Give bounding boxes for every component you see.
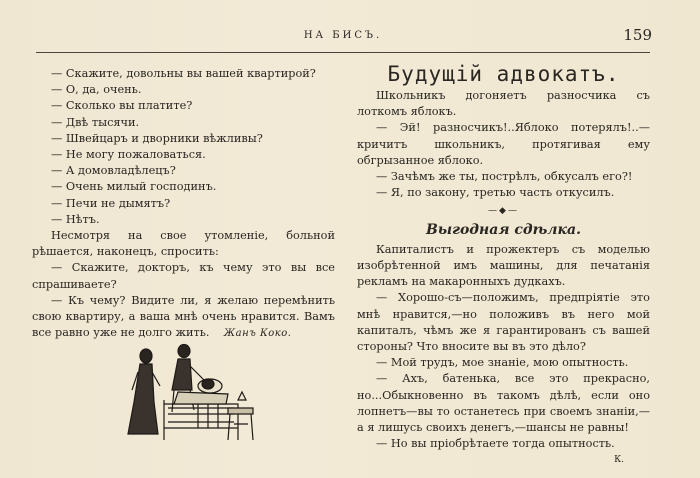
dialogue-line: — А домовладѣлецъ? — [51, 164, 176, 178]
running-title: НА БИСЪ. — [303, 30, 383, 41]
narration: Несмотря на свое утомленіе, больной рѣшается, наконецъ, спросить: — [32, 229, 335, 259]
story-paragraph: — Ахъ, батенька, все это прекрасно, но...Обыкновенно въ такомъ дѣлѣ, если оно лопнетъ—вы то останетесь при своемъ знаніи,—а я лишусь своихъ денегъ,—шансы не равны! — [357, 372, 650, 435]
story-paragraph: — Хорошо-съ—положимъ, предпріятіе это мнѣ нравится,—но положивъ въ него мой капиталъ, чѣмъ же я гарантированъ съ вашей стороны? Что вносите вы въ это дѣло? — [357, 291, 650, 354]
story-signature: К. — [614, 455, 624, 466]
dialogue-line: — О, да, очень. — [51, 83, 142, 97]
story-line: — Я, по закону, третью часть откусилъ. — [376, 186, 615, 200]
dialogue-line: — Нѣтъ. — [51, 212, 100, 226]
dialogue-line: — Не могу пожаловаться. — [51, 148, 206, 162]
page-header — [36, 26, 652, 45]
story-title: Будущій адвокатъ. — [387, 62, 620, 86]
question-line: — Скажите, докторъ, къ чему это вы все спрашиваете? — [32, 261, 335, 291]
dialogue-line: — Двѣ тысячи. — [51, 115, 140, 129]
right-column — [357, 88, 650, 469]
dialogue-line: — Сколько вы платите? — [51, 99, 193, 113]
dialogue-line: — Печи не дымятъ? — [51, 196, 171, 210]
answer-line — [32, 293, 335, 343]
author-signature: Жанъ Коко. — [223, 328, 292, 340]
story-paragraph: — Мой трудъ, мое знаніе, мою опытность. — [376, 356, 629, 370]
answer-text: — Къ чему? Видите ли, я желаю перемѣнить свою квартиру, а ваша мнѣ очень нравится. Вамъ все равно уже не долго жить. — [32, 293, 335, 340]
dialogue-line: — Скажите, довольны вы вашей квартирой? — [51, 67, 316, 80]
header-rule — [36, 52, 650, 53]
story-subtitle: Выгодная сдѣлка. — [426, 221, 581, 238]
dialogue-line: — Очень милый господинъ. — [51, 180, 217, 194]
story-paragraph: — Но вы пріобрѣтаете тогда опытность. — [376, 437, 615, 451]
dialogue-line: — Швейцаръ и дворники вѣжливы? — [51, 131, 263, 145]
story-line: — Эй! разносчикъ!..Яблоко потерялъ!..—кричитъ школьникъ, протягивая ему обгрызанное яблоко. — [357, 121, 650, 167]
doctor-patient-illustration — [108, 342, 258, 442]
story-paragraph: Капиталистъ и прожектеръ съ моделью изобрѣтенной имъ машины, для печатанія рекламъ на макаронныхъ дудкахъ. — [357, 242, 650, 289]
story-line: — Зачѣмъ же ты, пострѣлъ, обкусалъ его?! — [376, 170, 633, 184]
story-intro: Школьникъ догоняетъ разносчика съ лоткомъ яблокъ. — [357, 89, 650, 119]
page-number: 159 — [623, 26, 652, 44]
left-column — [32, 66, 335, 342]
section-ornament: —◆— — [488, 206, 519, 217]
